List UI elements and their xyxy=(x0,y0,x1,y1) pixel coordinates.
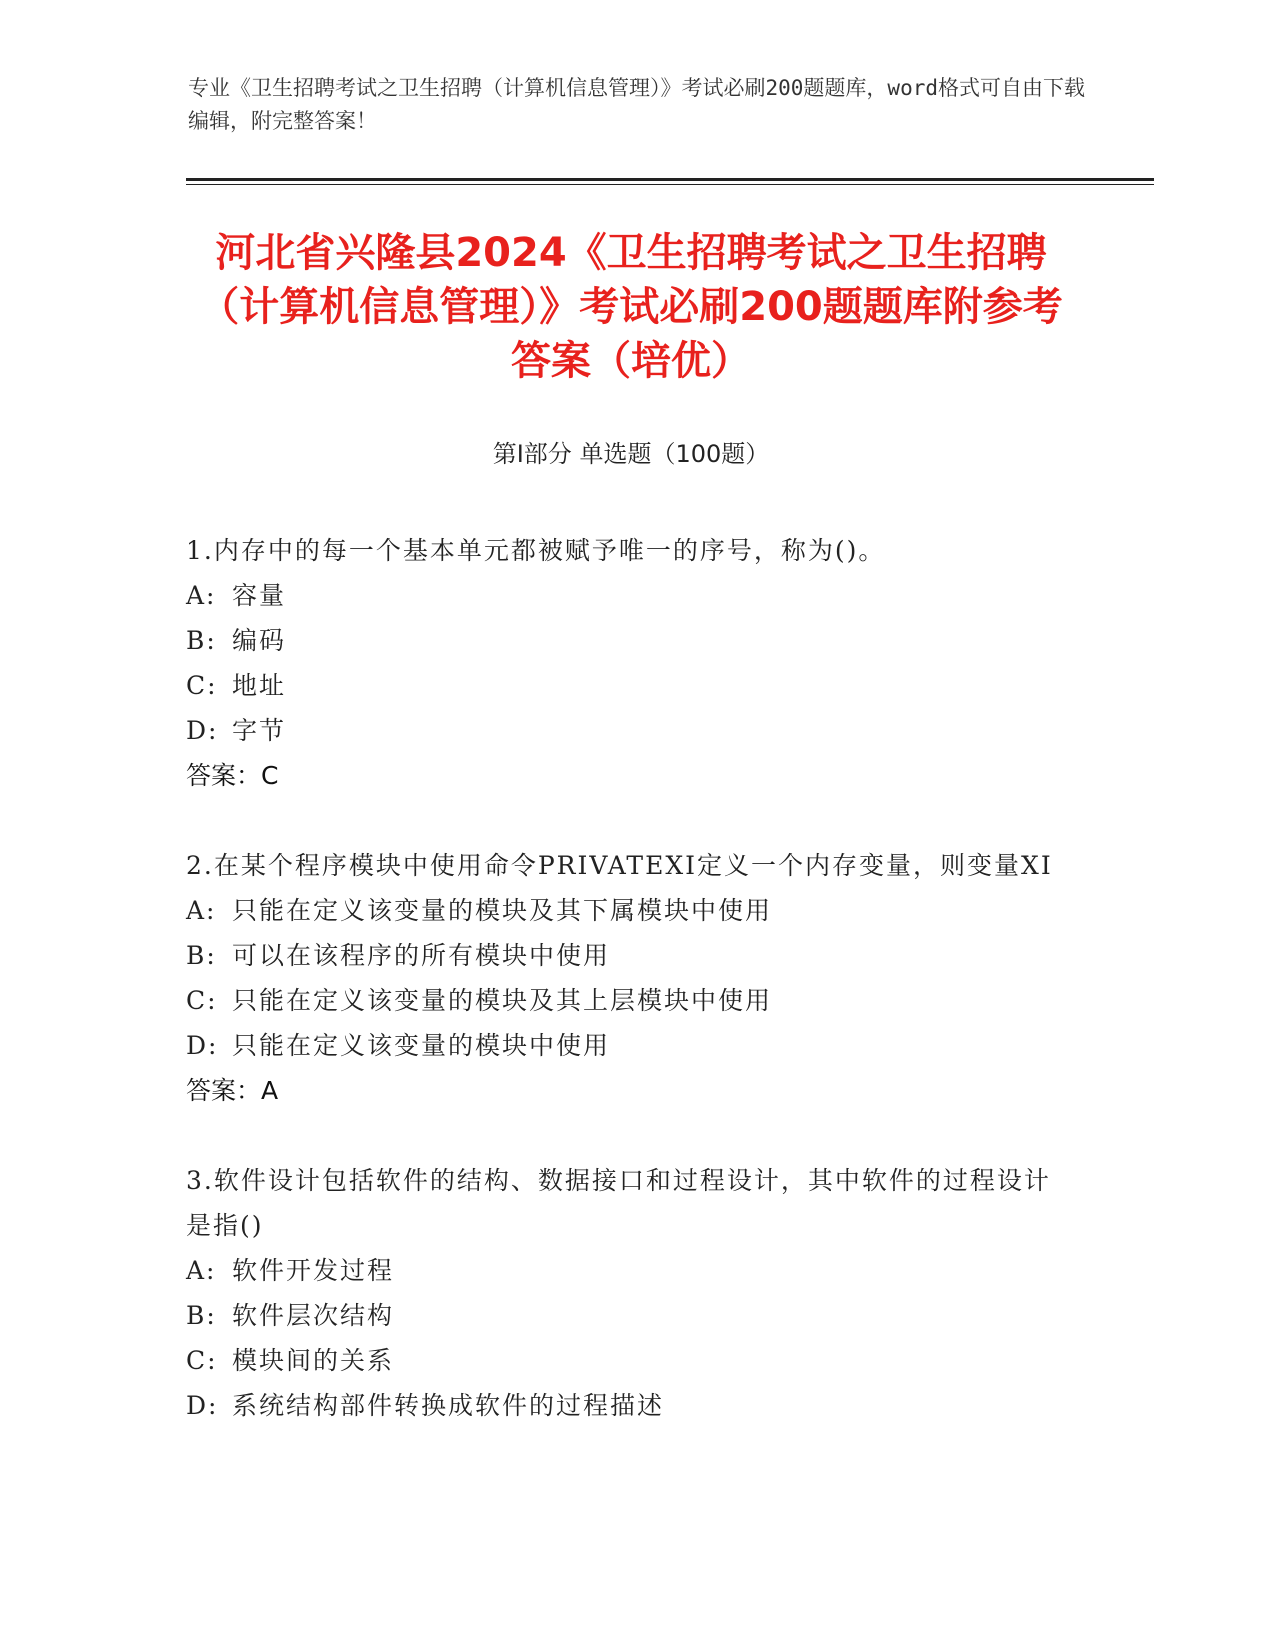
question-item xyxy=(186,843,1066,1113)
header-divider-thick xyxy=(186,178,1154,181)
option-letter: B: xyxy=(186,626,217,655)
option-b xyxy=(186,1293,1066,1338)
option-letter: A: xyxy=(186,896,217,925)
option-letter: B: xyxy=(186,1301,217,1330)
option-text: 软件开发过程 xyxy=(232,1256,395,1285)
option-d xyxy=(186,1383,1066,1428)
option-text: 可以在该程序的所有模块中使用 xyxy=(232,941,611,970)
option-letter: C: xyxy=(186,986,218,1015)
option-text: 地址 xyxy=(232,671,287,700)
document-title: 河北省兴隆县2024《卫生招聘考试之卫生招聘（计算机信息管理）》考试必刷200题题库附参考答案（培优） xyxy=(199,230,1063,384)
option-letter: A: xyxy=(186,1256,217,1285)
answer-line: 答案：A xyxy=(186,1076,279,1105)
option-text: 字节 xyxy=(232,716,287,745)
option-c xyxy=(186,1338,1066,1383)
option-text: 容量 xyxy=(232,581,287,610)
option-text: 系统结构部件转换成软件的过程描述 xyxy=(232,1391,665,1420)
option-text: 只能在定义该变量的模块及其上层模块中使用 xyxy=(232,986,773,1015)
option-d xyxy=(186,1023,1066,1068)
question-stem: 1.内存中的每一个基本单元都被赋予唯一的序号，称为()。 xyxy=(186,536,886,565)
option-a xyxy=(186,888,1066,933)
option-c xyxy=(186,978,1066,1023)
option-b xyxy=(186,618,1066,663)
option-letter: A: xyxy=(186,581,217,610)
section-heading: 第Ⅰ部分 单选题（100题） xyxy=(492,440,770,468)
option-letter: C: xyxy=(186,1346,218,1375)
option-a xyxy=(186,1248,1066,1293)
question-item xyxy=(186,1158,1066,1428)
question-stem: 3.软件设计包括软件的结构、数据接口和过程设计，其中软件的过程设计是指() xyxy=(186,1166,1051,1240)
option-text: 软件层次结构 xyxy=(232,1301,395,1330)
question-stem: 2.在某个程序模块中使用命令PRIVATEXI定义一个内存变量，则变量XI xyxy=(186,851,1053,880)
option-letter: B: xyxy=(186,941,217,970)
header-divider-thin xyxy=(186,184,1154,185)
option-a xyxy=(186,573,1066,618)
question-list xyxy=(186,528,1066,1473)
option-c xyxy=(186,663,1066,708)
header-note: 专业《卫生招聘考试之卫生招聘（计算机信息管理）》考试必刷200题题库，word格式可自由下载编辑，附完整答案！ xyxy=(188,76,1085,133)
answer-line: 答案：C xyxy=(186,761,279,790)
option-letter: C: xyxy=(186,671,218,700)
option-letter: D: xyxy=(186,1031,219,1060)
option-text: 只能在定义该变量的模块及其下属模块中使用 xyxy=(232,896,773,925)
option-b xyxy=(186,933,1066,978)
option-text: 只能在定义该变量的模块中使用 xyxy=(232,1031,611,1060)
option-text: 模块间的关系 xyxy=(232,1346,395,1375)
option-text: 编码 xyxy=(232,626,287,655)
option-letter: D: xyxy=(186,1391,219,1420)
question-item xyxy=(186,528,1066,798)
option-letter: D: xyxy=(186,716,219,745)
option-d xyxy=(186,708,1066,753)
